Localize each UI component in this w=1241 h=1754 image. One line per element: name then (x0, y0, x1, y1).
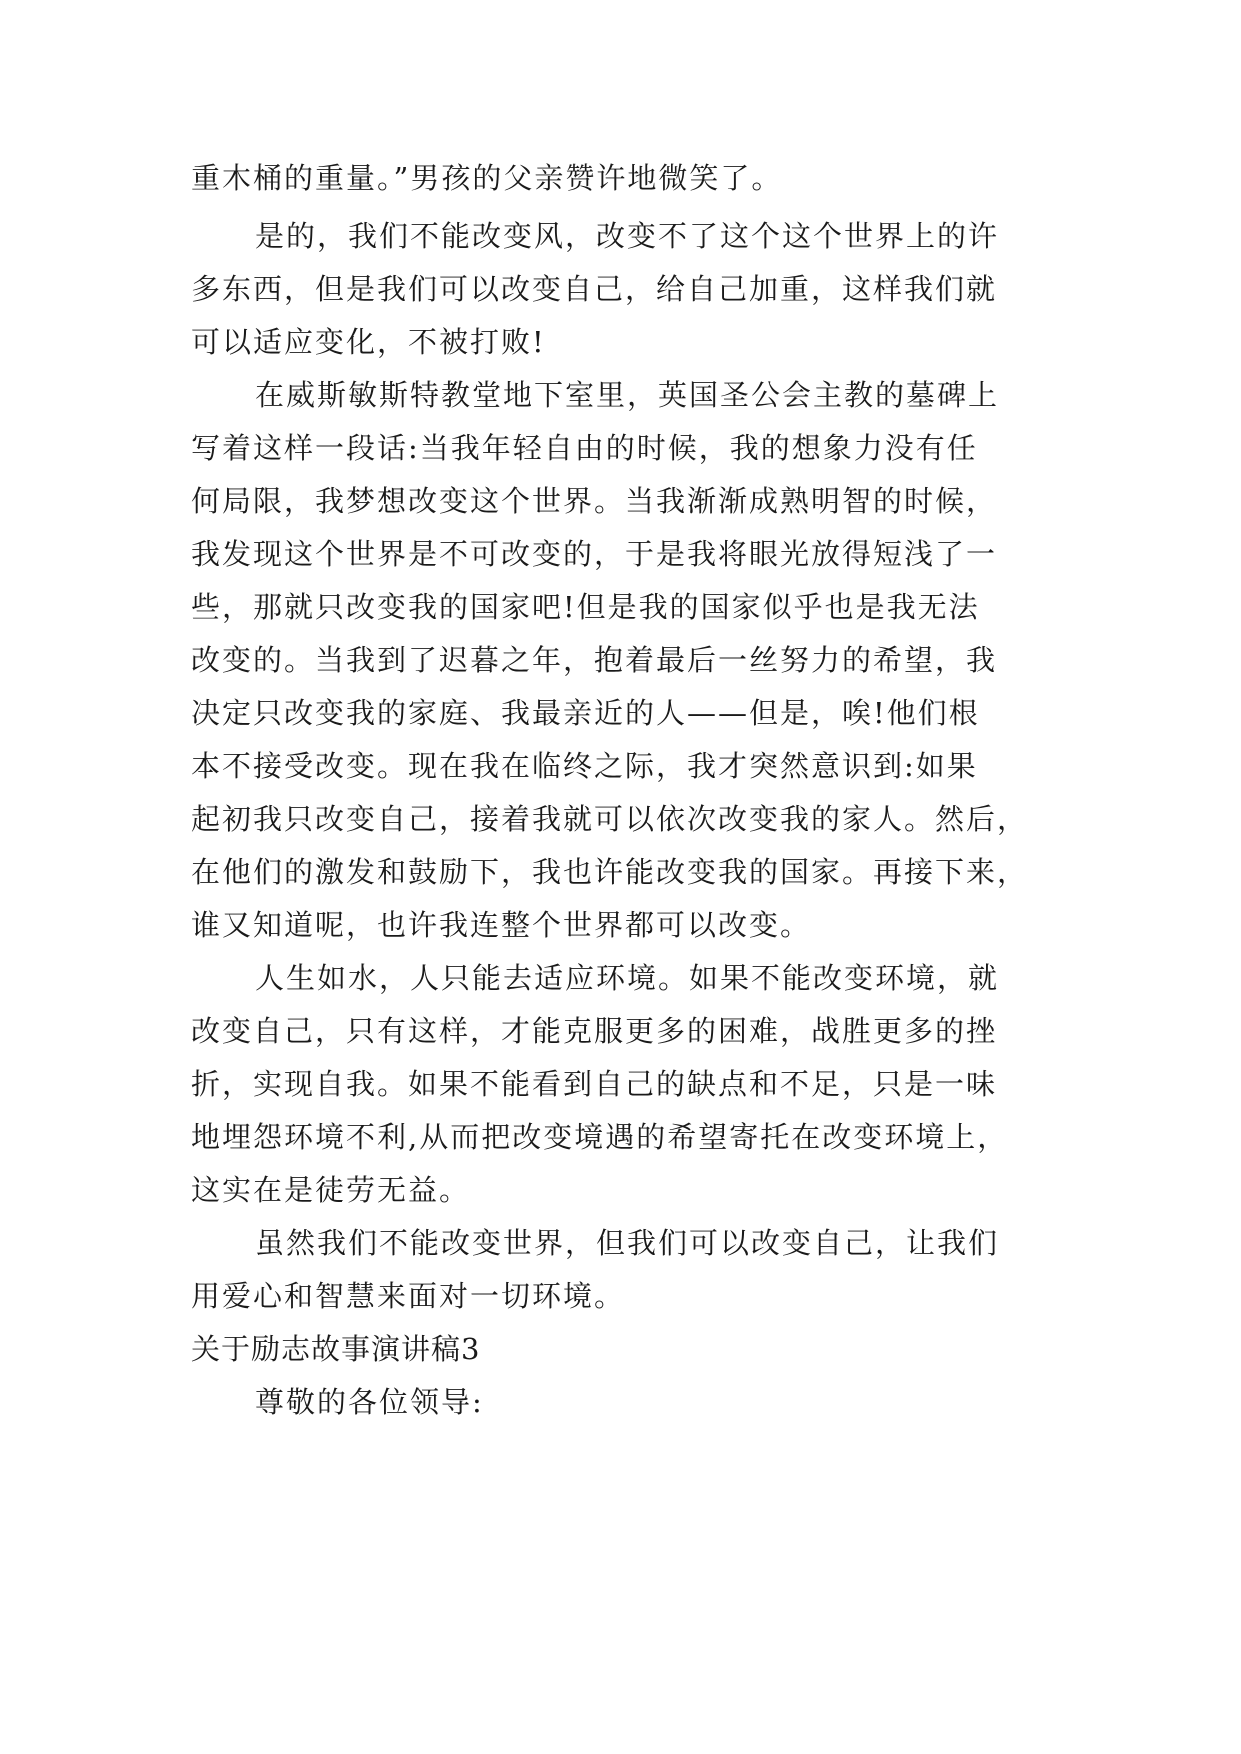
text-line: 本不接受改变。现在我在临终之际，我才突然意识到:如果 (191, 749, 978, 783)
text-line: 改变自己，只有这样，才能克服更多的困难，战胜更多的挫 (191, 1014, 998, 1048)
paragraph-start: 虽然我们不能改变世界，但我们可以改变自己，让我们 (255, 1226, 1000, 1260)
text-line: 何局限，我梦想改变这个世界。当我渐渐成熟明智的时候， (191, 484, 998, 518)
text-line: 重木桶的重量。”男孩的父亲赞许地微笑了。 (191, 161, 783, 195)
text-line: 地埋怨环境不利,从而把改变境遇的希望寄托在改变环境上， (191, 1120, 1009, 1154)
text-line: 决定只改变我的家庭、我最亲近的人——但是，唉!他们根 (191, 696, 980, 730)
paragraph-start: 人生如水，人只能去适应环境。如果不能改变环境，就 (255, 961, 1000, 995)
text-line: 写着这样一段话:当我年轻自由的时候，我的想象力没有任 (191, 431, 978, 465)
paragraph-start: 在威斯敏斯特教堂地下室里，英国圣公会主教的墓碑上 (255, 378, 1000, 412)
text-line: 谁又知道呢，也许我连整个世界都可以改变。 (191, 908, 812, 942)
text-line: 在他们的激发和鼓励下，我也许能改变我的国家。再接下来， (191, 855, 1029, 889)
text-line: 这实在是徒劳无益。 (191, 1173, 471, 1207)
salutation: 尊敬的各位领导: (255, 1385, 484, 1419)
text-line: 可以适应变化，不被打败! (191, 325, 546, 359)
text-line: 些，那就只改变我的国家吧!但是我的国家似乎也是我无法 (191, 590, 980, 624)
text-line: 起初我只改变自己，接着我就可以依次改变我的家人。然后， (191, 802, 1029, 836)
paragraph-start: 是的，我们不能改变风，改变不了这个这个世界上的许 (255, 219, 1000, 253)
text-line: 改变的。当我到了迟暮之年，抱着最后一丝努力的希望，我 (191, 643, 998, 677)
text-line: 我发现这个世界是不可改变的，于是我将眼光放得短浅了一 (191, 537, 998, 571)
text-line: 多东西，但是我们可以改变自己，给自己加重，这样我们就 (191, 272, 998, 306)
text-line: 折，实现自我。如果不能看到自己的缺点和不足，只是一味 (191, 1067, 998, 1101)
text-line: 用爱心和智慧来面对一切环境。 (191, 1279, 626, 1313)
section-heading: 关于励志故事演讲稿3 (191, 1332, 481, 1366)
